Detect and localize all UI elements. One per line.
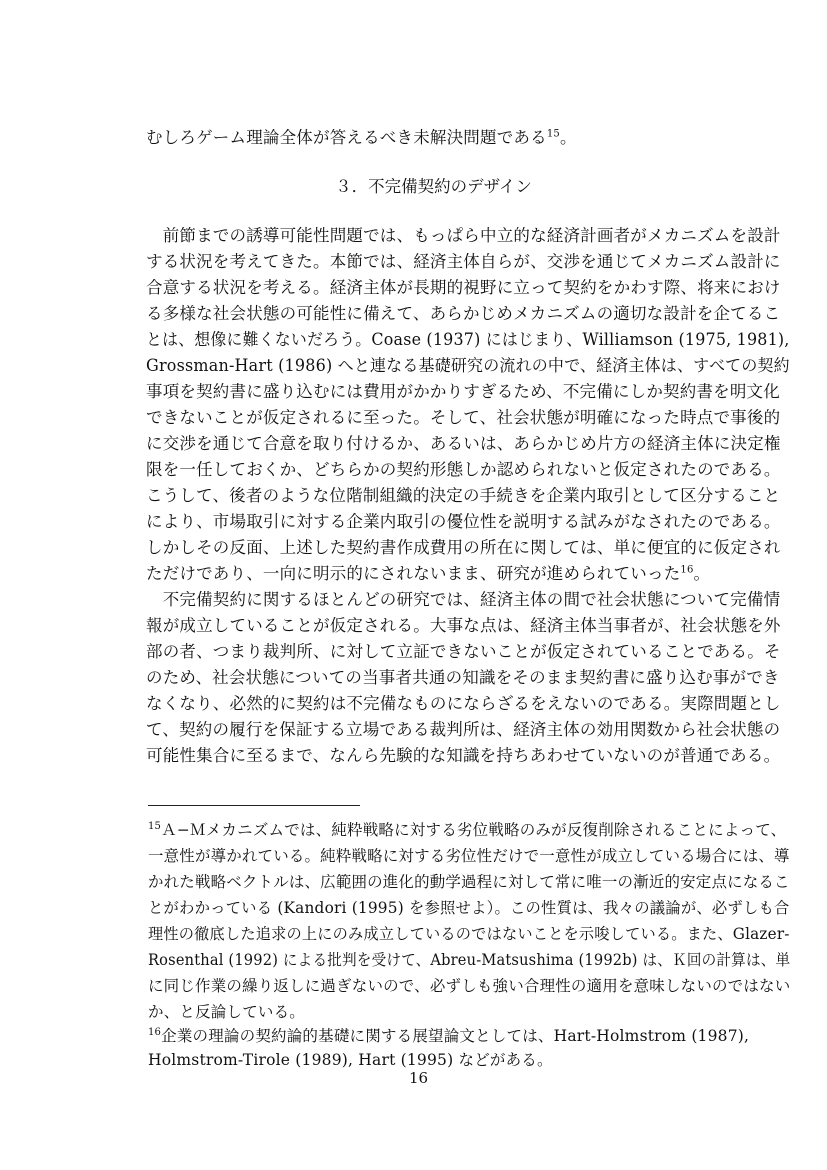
paragraph-line: により、市場取引に対する企業内取引の優位性を説明する試みがなされたのである。	[146, 512, 781, 531]
paragraph-line: Grossman-Hart (1986) へと連なる基礎研究の流れの中で、経済主体は、すべての契約	[146, 356, 790, 375]
footnote-ref-15: 15	[546, 128, 560, 140]
paragraph-line: 事項を契約書に盛り込むには費用がかかりすぎるため、不完備にしか契約書を明文化	[146, 382, 780, 401]
paragraph-line: しかしその反面、上述した契約書作成費用の所在に関しては、単に便宜的に仮定され	[146, 538, 781, 557]
paragraph-line: 不完備契約に関するほとんどの研究では、経済主体の間で社会状態について完備情	[146, 590, 781, 609]
footnote-separator	[148, 805, 360, 806]
footnote-mark-15: 15	[148, 820, 162, 832]
intro-line-end: 。	[559, 128, 577, 147]
paragraph-line: なくなり、必然的に契約は不完備なものにならざるをえないのである。実際問題とし	[146, 694, 781, 713]
paragraph-line: とは、想像に難くないだろう。Coase (1937) にはじまり、Williamson (1975, 1981),	[146, 330, 790, 349]
paragraph-line: る多様な社会状態の可能性に備えて、あらかじめメカニズムの適切な設計を企てるこ	[146, 304, 781, 323]
footnote-line: か、と反論している。	[148, 1003, 306, 1021]
footnote-line: とがわかっている (Kandori (1995) を参照せよ）。この性質は、我々の議論が、必ずしも合	[148, 899, 790, 917]
paragraph-line: する状況を考えてきた。本節では、経済主体自らが、交渉を通じてメカニズム設計に	[146, 252, 781, 271]
footnote-line	[148, 1026, 749, 1046]
footnote-line: Holmstrom-Tirole (1989), Hart (1995) などがある。	[148, 1051, 553, 1069]
page-number: 16	[408, 1069, 429, 1087]
footnote-line	[148, 820, 786, 840]
paragraph-line: 可能性集合に至るまで、なんら先験的な知識を持ちあわせていないのが普通である。	[146, 746, 781, 765]
footnote-text: Ａ−Ｍメカニズムでは、純粋戦略に対する劣位戦略のみが反復削除されることによって、	[161, 821, 787, 839]
footnote-line: に同じ作業の繰り返しに過ぎないので、必ずしも強い合理性の適用を意味しないのではない	[148, 977, 791, 995]
paragraph-line-text: ただけであり、一向に明示的にされないまま、研究が進められていった	[146, 564, 681, 583]
paragraph-line: 部の者、つまり裁判所、に対して立証できないことが仮定されていることである。そ	[146, 642, 781, 661]
paragraph-line-last	[146, 564, 710, 584]
footnote-mark-16: 16	[148, 1026, 162, 1038]
paragraph-line: に交渉を通じて合意を取り付けるか、あるいは、あらかじめ片方の経済主体に決定権	[146, 434, 781, 453]
paragraph-line: 前節までの誘導可能性問題では、もっぱら中立的な経済計画者がメカニズムを設計	[146, 226, 781, 245]
footnote-line: かれた戦略ベクトルは、広範囲の進化的動学過程に対して常に唯一の漸近的安定点になるこ	[148, 873, 790, 891]
section-heading: ３．不完備契約のデザイン	[335, 177, 532, 196]
intro-line-text: むしろゲーム理論全体が答えるべき未解決問題である	[146, 128, 547, 147]
footnote-line: 一意性が導かれている。純粋戦略に対する劣位性だけで一意性が成立している場合には、導	[148, 847, 790, 865]
paragraph-line: こうして、後者のような位階制組織的決定の手続きを企業内取引として区分すること	[146, 486, 781, 505]
footnote-line: 理性の徹底した追求の上にのみ成立しているのではないことを示唆している。また、Glazer-	[148, 925, 790, 943]
intro-line	[146, 128, 577, 148]
paragraph-line: 報が成立していることが仮定される。大事な点は、経済主体当事者が、社会状態を外	[146, 616, 781, 635]
paragraph-line: て、契約の履行を保証する立場である裁判所は、経済主体の効用関数から社会状態の	[146, 720, 781, 739]
paragraph-line: 限を一任しておくか、どちらかの契約形態しか認められないと仮定されたのである。	[146, 460, 781, 479]
paragraph-line: 合意する状況を考える。経済主体が長期的視野に立って契約をかわす際、将来におけ	[146, 278, 781, 297]
paragraph-line: できないことが仮定されるに至った。そして、社会状態が明確になった時点で事後的	[146, 408, 781, 427]
paragraph-line: のため、社会状態についての当事者共通の知識をそのまま契約書に盛り込む事ができ	[146, 668, 780, 687]
footnote-ref-16: 16	[680, 564, 694, 576]
footnote-line: Rosenthal (1992) による批判を受けて、Abreu-Matsushima (1992b) は、Ｋ回の計算は、単	[148, 951, 791, 969]
footnote-text: 企業の理論の契約論的基礎に関する展望論文としては、Hart-Holmstrom (1987),	[161, 1027, 750, 1045]
paragraph-line-end: 。	[693, 564, 711, 583]
